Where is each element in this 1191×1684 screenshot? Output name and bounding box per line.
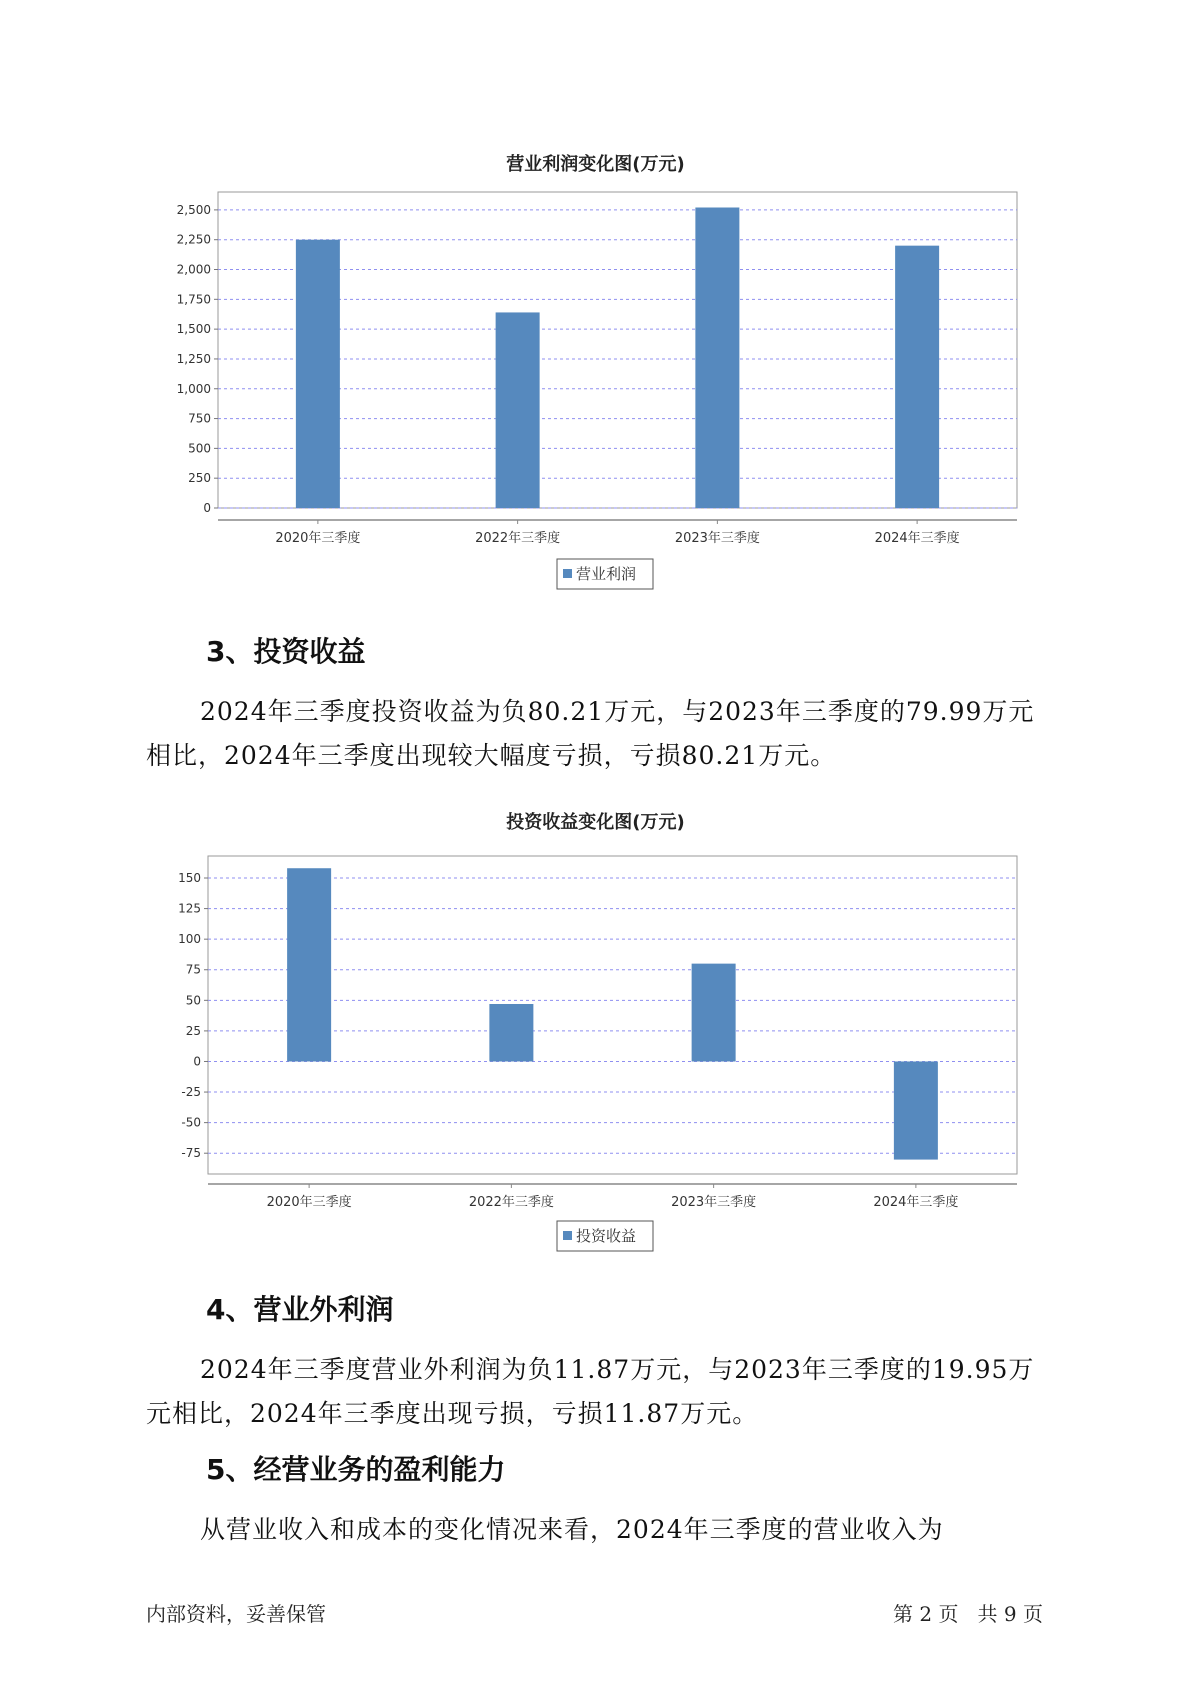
y-tick-label: 750 bbox=[188, 411, 211, 426]
y-tick-label: 1,250 bbox=[176, 351, 211, 366]
legend-label: 投资收益 bbox=[576, 1227, 637, 1245]
y-tick-label: 2,000 bbox=[176, 262, 211, 277]
x-tick-label: 2023年三季度 bbox=[671, 1195, 757, 1210]
y-tick-label: 150 bbox=[178, 871, 201, 886]
section-3-line-1: 2024年三季度投资收益为负80.21万元，与2023年三季度的79.99万元 bbox=[200, 697, 1035, 726]
section-4-heading: 4、营业外利润 bbox=[206, 1293, 394, 1326]
x-tick-label: 2020年三季度 bbox=[266, 1195, 352, 1210]
y-tick-label: 0 bbox=[193, 1054, 201, 1069]
chart1-title: 营业利润变化图(万元) bbox=[506, 154, 685, 175]
bar-2020年三季度 bbox=[296, 240, 340, 508]
bar-2023年三季度 bbox=[695, 208, 739, 508]
section-5-heading: 5、经营业务的盈利能力 bbox=[206, 1453, 506, 1486]
section-5-line-1: 从营业收入和成本的变化情况来看，2024年三季度的营业收入为 bbox=[200, 1515, 944, 1544]
section-3-line-2: 相比，2024年三季度出现较大幅度亏损，亏损80.21万元。 bbox=[146, 741, 837, 770]
x-tick-label: 2022年三季度 bbox=[475, 531, 561, 546]
legend-label: 营业利润 bbox=[576, 565, 637, 583]
x-tick-label: 2022年三季度 bbox=[468, 1195, 554, 1210]
bar-2023年三季度 bbox=[692, 964, 736, 1062]
x-tick-label: 2020年三季度 bbox=[275, 531, 361, 546]
operating-profit-chart bbox=[0, 170, 1191, 620]
bar-2024年三季度 bbox=[894, 1061, 938, 1159]
x-tick-label: 2023年三季度 bbox=[674, 531, 760, 546]
y-tick-label: 75 bbox=[185, 962, 201, 977]
y-tick-label: 25 bbox=[185, 1023, 201, 1038]
y-tick-label: 0 bbox=[203, 501, 211, 515]
bar-2024年三季度 bbox=[895, 246, 939, 508]
bar-2020年三季度 bbox=[287, 868, 331, 1061]
legend bbox=[557, 1221, 653, 1251]
footer-page-number: 第 2 页 共 9 页 bbox=[893, 1602, 1043, 1626]
y-tick-label: 1,000 bbox=[176, 381, 211, 396]
y-tick-label: 1,750 bbox=[176, 292, 211, 307]
y-tick-label: 50 bbox=[185, 993, 201, 1008]
y-tick-label: 125 bbox=[178, 901, 201, 916]
chart2-title: 投资收益变化图(万元) bbox=[506, 812, 685, 833]
y-tick-label: -75 bbox=[181, 1146, 201, 1161]
x-tick-label: 2024年三季度 bbox=[873, 1195, 959, 1210]
legend-swatch bbox=[563, 569, 572, 578]
y-tick-label: 2,500 bbox=[176, 202, 211, 217]
y-tick-label: 2,250 bbox=[176, 232, 211, 247]
y-tick-label: 500 bbox=[188, 441, 211, 456]
legend bbox=[557, 559, 653, 589]
x-tick-label: 2024年三季度 bbox=[874, 531, 960, 546]
y-tick-label: 250 bbox=[188, 471, 211, 486]
bar-2022年三季度 bbox=[489, 1004, 533, 1061]
y-tick-label: -25 bbox=[181, 1085, 201, 1100]
y-tick-label: -50 bbox=[181, 1115, 201, 1130]
section-4-line-1: 2024年三季度营业外利润为负11.87万元，与2023年三季度的19.95万 bbox=[200, 1355, 1035, 1384]
bar-2022年三季度 bbox=[496, 312, 540, 508]
section-4-line-2: 元相比，2024年三季度出现亏损，亏损11.87万元。 bbox=[146, 1399, 759, 1428]
legend-swatch bbox=[563, 1231, 572, 1240]
investment-income-chart bbox=[0, 830, 1191, 1245]
y-tick-label: 100 bbox=[178, 932, 201, 947]
section-3-heading: 3、投资收益 bbox=[206, 635, 366, 668]
footer-confidential-note: 内部资料，妥善保管 bbox=[146, 1602, 326, 1626]
y-tick-label: 1,500 bbox=[176, 322, 211, 337]
